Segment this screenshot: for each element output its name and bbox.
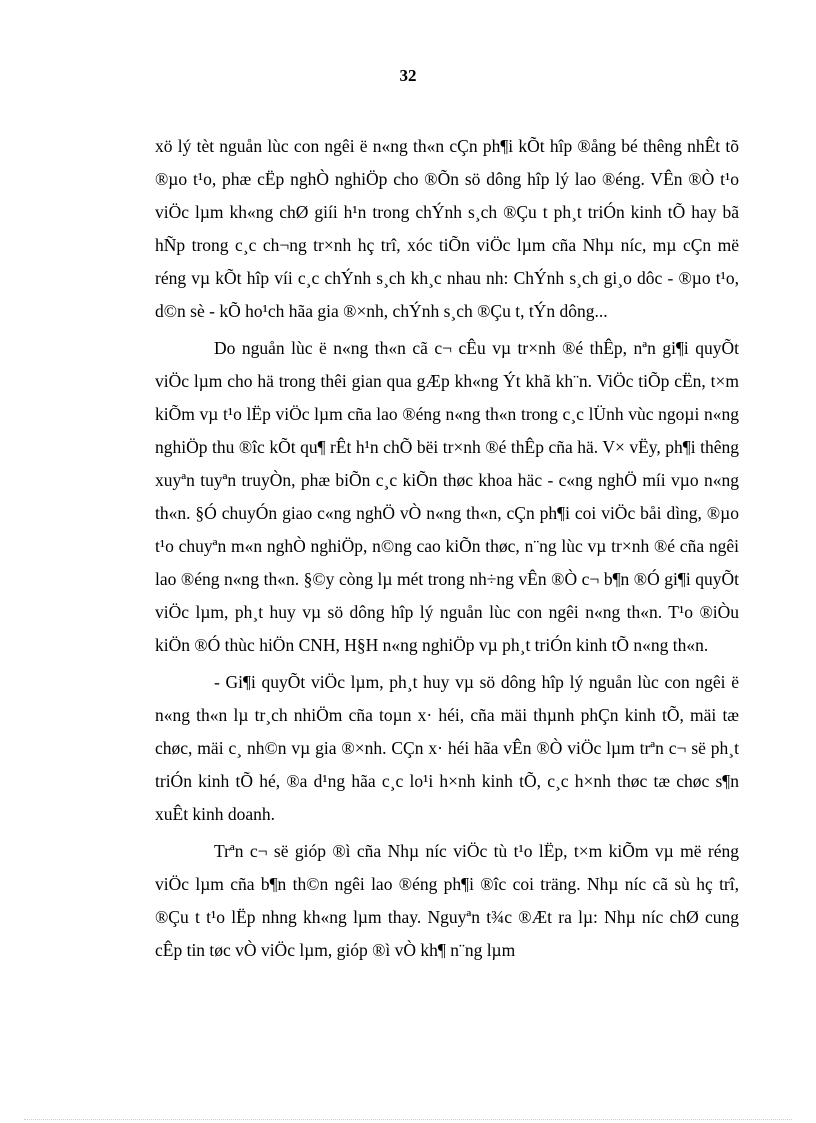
page-number: 32: [399, 66, 417, 85]
paragraph-3: - Gi¶i quyÕt viÖc lµm, ph¸t huy vµ sö dông hîp lý nguån lùc con ngêi ë n«ng th«n lµ tr¸ch nhiÖm cña toµn x· héi, cña mäi thµnh phÇn kinh tÕ, mäi tæ chøc, mäi c¸ nh©n vµ gia ®×nh. CÇn x· héi hãa vÊn ®Ò viÖc lµm trªn c¬ së ph¸t triÓn kinh tÕ hé, ®a d¹ng hãa c¸c lo¹i h×nh kinh tÕ, c¸c h×nh thøc tæ chøc s¶n xuÊt kinh doanh.: [155, 672, 739, 824]
page-body: [155, 130, 739, 967]
paragraph-1: xö lý tèt nguån lùc con ngêi ë n«ng th«n cÇn ph¶i kÕt hîp ®ång bé thêng nhÊt tõ ®µo t¹o, phæ cËp nghÒ nghiÖp cho ®Õn sö dông hîp lý lao ®éng. VÊn ®Ò t¹o viÖc lµm kh«ng chØ giíi h¹n trong chÝnh s¸ch ®Çu t ph¸t triÓn kinh tÕ hay bã hÑp trong c¸c ch¬ng tr×nh hç trî, xóc tiÕn viÖc lµm cña Nhµ níc, mµ cÇn më réng vµ kÕt hîp víi c¸c chÝnh s¸ch kh¸c nhau nh: ChÝnh s¸ch gi¸o dôc - ®µo t¹o, d©n sè - kÕ ho¹ch hãa gia ®×nh, chÝnh s¸ch ®Çu t, tÝn dông...: [155, 136, 739, 321]
paragraph-4: Trªn c¬ së gióp ®ì cña Nhµ níc viÖc tù t¹o lËp, t×m kiÕm vµ më réng viÖc lµm cña b¶n th©n ngêi lao ®éng ph¶i ®îc coi träng. Nhµ níc cã sù hç trî, ®Çu t t¹o lËp nhng kh«ng lµm thay. Nguyªn t¾c ®Æt ra lµ: Nhµ níc chØ cung cÊp tin tøc vÒ viÖc lµm, gióp ®ì vÒ kh¶ n¨ng lµm: [155, 841, 739, 960]
paragraph-2: Do nguån lùc ë n«ng th«n cã c¬ cÊu vµ tr×nh ®é thÊp, nªn gi¶i quyÕt viÖc lµm cho hä trong thêi gian qua gÆp kh«ng Ýt khã kh¨n. ViÖc tiÕp cËn, t×m kiÕm vµ t¹o lËp viÖc lµm cña lao ®éng n«ng th«n trong c¸c lÜnh vùc ngoµi n«ng nghiÖp thu ®îc kÕt qu¶ rÊt h¹n chÕ bëi tr×nh ®é thÊp cña hä. V× vËy, ph¶i thêng xuyªn tuyªn truyÒn, phæ biÕn c¸c kiÕn thøc khoa häc - c«ng nghÖ míi vµo n«ng th«n. §Ó chuyÓn giao c«ng nghÖ vÒ n«ng th«n, cÇn ph¶i coi viÖc båi dìng, ®µo t¹o chuyªn m«n nghÒ nghiÖp, n©ng cao kiÕn thøc, n¨ng lùc vµ tr×nh ®é cña ngêi lao ®éng n«ng th«n. §©y còng lµ mét trong nh÷ng vÊn ®Ò c¬ b¶n ®Ó gi¶i quyÕt viÖc lµm, ph¸t huy vµ sö dông hîp lý nguån lùc con ngêi n«ng th«n. T¹o ®iÒu kiÖn ®Ó thùc hiÖn CNH, H§H n«ng nghiÖp vµ ph¸t triÓn kinh tÕ n«ng th«n.: [155, 338, 739, 655]
page-bottom-divider: [24, 1119, 792, 1120]
